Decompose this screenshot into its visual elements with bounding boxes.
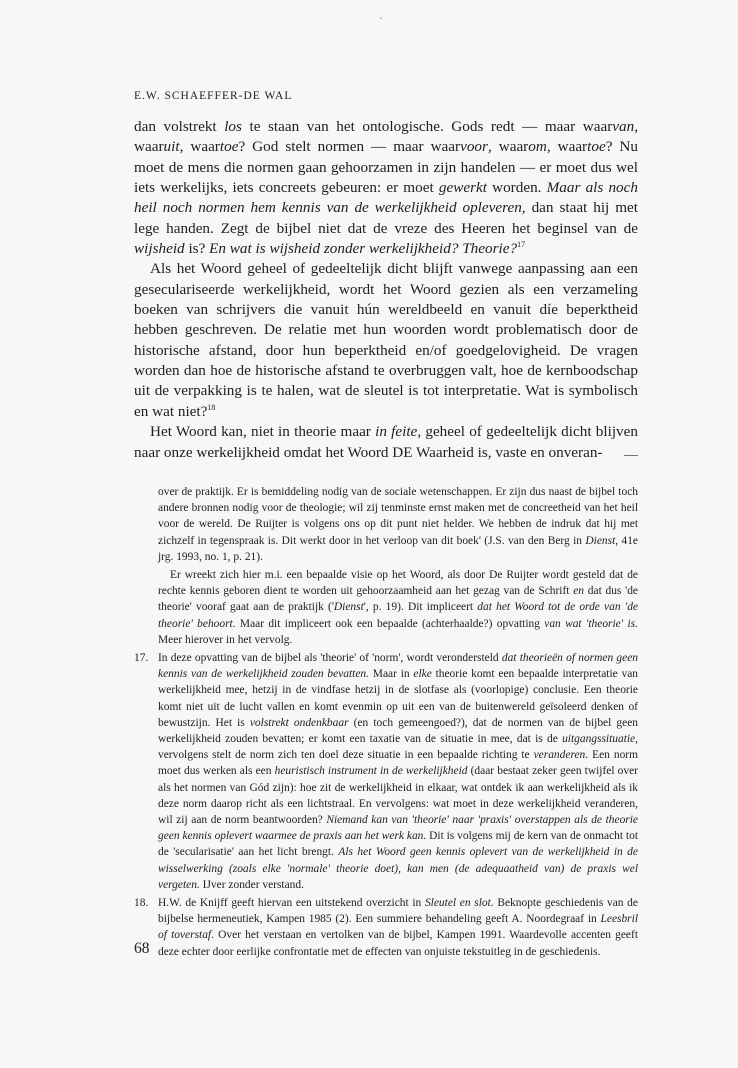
text-run: dat dus 'de theorie' vooraf gaat aan de praktijk (' [158,585,638,614]
text-run: , waar [134,118,638,156]
text-run: , geheel of gedeeltelijk dicht blijven naar onze werkelijkheid omdat het Woord DE Waarheid is, vaste en onveran- [134,423,638,461]
italic-run: heuristisch instrument in de werkelijkheid [274,765,468,778]
italic-run: Maar als noch heil noch normen hem kennis van de werkelijkheid opleveren, [134,179,638,217]
text-run: Meer hierover in het vervolg. [158,633,293,646]
text-run: Als het Woord geheel of gedeeltelijk dicht blijft vanwege aanpassing aan een geseculariseerde werkelijkheid, wordt het Woord gezien als een verzameling boeken van schrijvers die vanuit hún wereldbeeld en vanuit díe beperktheid hebben geschreven. De relatie met hun woorden wordt problematisch door de historische afstand, door hun beperktheid en/of goedgelovigheid. De vragen worden dan hoe de historische afstand te overbruggen valt, hoe de kernboodschap uit de verpakking is te halen, wat de sleutel is tot interpretatie. Wat is symbolisch en wat niet? [134,260,638,420]
italic-run: Dienst [585,534,616,547]
text-run: Maar in [369,668,414,681]
footnote-text [158,652,638,891]
body-paragraph-1 [134,117,638,259]
body-paragraph-2 [134,259,638,422]
text-run: theorie komt een bepaalde interpretatie van werkelijkheid mee, hetzij in de vindfase hetzij in de slotfase als (voorlopige) conclusie. Een theorie komt niet uit de lucht vallen en komt evenmin op uit een van de buitenwereld geïsoleerd denken of bewustzijn. Het is [158,668,638,729]
italic-run: om [528,138,547,156]
text-run: ', p. 19). Dit impliceert [363,601,478,614]
italic-run: uit [163,138,180,156]
footnote-continuation-2 [134,567,638,648]
italic-run: uitgangssituatie [562,733,636,746]
italic-run: en [573,585,585,598]
text-run: , waar [179,138,220,156]
italic-run: En wat is wijsheid zonder werkelijkheid? Theorie? [209,240,518,258]
italic-run: van wat 'theorie' is. [544,617,638,630]
italic-run: elke [413,668,432,681]
text-run: In deze opvatting van de bijbel als 'theorie' of 'norm', wordt verondersteld [158,652,502,665]
text-run: , 41e jrg. 1993, no. 1, p. 21). [158,534,639,563]
text-run: worden. [486,179,547,197]
italic-run: veranderen [533,749,586,762]
body-paragraph-3 [134,422,638,463]
italic-run: wijsheid [134,240,185,258]
text-run: Er wreekt zich hier m.i. een bepaalde visie op het Woord, als door De Ruijter wordt gesteld dat de rechte kennis geboren dient te worden uit gehoorzaamheid aan het gezag van de Schrift [158,569,638,598]
italic-run: Als het Woord geen kennis oplevert van de werkelijkheid in de wisselwerking (zoals elke 'normale' theorie doet), kan men (de adequaatheid van) de praxis wel vergeten. [158,846,638,891]
italic-run: van [612,118,635,135]
italic-run: volstrekt ondenkbaar [249,716,349,729]
text-run: dan volstrekt [134,118,225,135]
text-run: , waar [546,138,588,156]
italic-run: gewerkt [438,179,487,197]
text-run: Het Woord kan, niet in theorie maar [150,423,376,441]
running-head: E.W. SCHAEFFER-DE WAL [134,90,293,102]
text-run: over de praktijk. Er is bemiddeling nodig van de sociale wetenschappen. Er zijn dus naast de bijbel toch andere bronnen nodig voor de theologie; wil zij tenminste ernst maken met de concreetheid van het heil voor de wereld. De Ruijter is volgens ons op dit punt niet helder. We hebben de indruk dat hij met zichzelf in tegenspraak is. Dit werkt door in het verloop van dit boek' (J.S. van den Berg in [158,486,638,547]
italic-run: in feite [375,423,418,441]
text-run: (en toch gemeengoed?), dat de normen van de bijbel geen werkelijkheid zouden bevatten; er komt een taxatie van de situatie in mee, dat is de [158,716,638,746]
text-run: dan staat hij met lege handen. Zegt de bijbel niet dat de vreze des Heeren het beginsel van de [134,199,638,237]
text-run: . Een norm moet dus werken als een [158,749,638,778]
footnote-continuation-1 [134,484,638,565]
page-number: 68 [134,940,150,957]
italic-run: toe [219,138,239,156]
text-run: Maar dit impliceert ook een bepaalde (achterhaalde?) opvatting [235,617,545,630]
text-run: ? Nu moet de mens die normen gaan gehoorzamen in zijn handelen — er moet dus wel iets werkelijks, iets concreets gebeuren: er moet [134,138,638,197]
footnotes-block [134,484,638,960]
italic-run: toe [587,138,606,156]
italic-run: voor [460,138,488,156]
text-run: ? God stelt normen — maar waar [238,138,461,156]
italic-run: Dienst [333,601,364,614]
italic-run: dat het Woord tot de orde van 'de theorie' behoort. [158,601,638,630]
footnote-text [158,897,638,958]
italic-run: dat theorieën of normen geen kennis van de werkelijkheid zouden bevatten. [158,652,638,681]
text-run: is? [184,240,210,258]
text-run: (daar bestaat zeker geen twijfel over als het normen van Gód zijn): hoe zit de werkelijkheid in elkaar, wat ontdek ik aan werkelijkheid als ik deze norm daarop richt als een lichtstraal. En vervolgens: wat moet in deze werkelijkheid veranderen, wil zij aan de norm beantwoorden? [158,765,638,827]
main-text [134,117,638,463]
italic-run: Sleutel en slot [424,897,491,910]
italic-run: Niemand kan van 'theorie' naar 'praxis' overstappen als de theorie geen kennis oplevert waarmee de praxis aan het werk kan. [158,814,638,843]
separator-rule [624,455,638,456]
text-run: Dit is volgens mij de kern van de onmacht tot de 'secularisatie' aan het licht brengt. [158,830,638,859]
italic-run: Leesbril of toverstaf [158,913,638,942]
text-run: te staan van het ontologische. Gods redt — maar waar [241,118,613,135]
footnote-ref: 18 [207,402,216,412]
text-run: . Over het verstaan en vertolken van de bijbel, Kampen 1991. Waardevolle accenten geeft deze echter door eerlijke confrontatie met de effecten van onjuiste tekstuitleg in de geschiedenis. [158,929,638,958]
footnote-ref: 17 [517,240,526,250]
text-run: . Beknopte geschiedenis van de bijbelse hermeneutiek, Kampen 1985 (2). Een summiere behandeling geeft A. Noordegraaf in [158,897,638,926]
text-run: IJver zonder verstand. [199,878,304,891]
text-run: , waar [487,138,529,156]
footnote-number: 18. [134,897,149,910]
scan-speck [380,17,382,19]
footnote-17 [134,650,638,893]
footnote-number: 17. [134,652,149,665]
text-run: , vervolgens stelt de norm zich ten doel deze situatie in een bepaalde richting te [158,733,638,762]
text-run: H.W. de Knijff geeft hiervan een uitstekend overzicht in [158,897,425,910]
italic-run: los [224,118,242,135]
footnote-18 [134,895,638,960]
